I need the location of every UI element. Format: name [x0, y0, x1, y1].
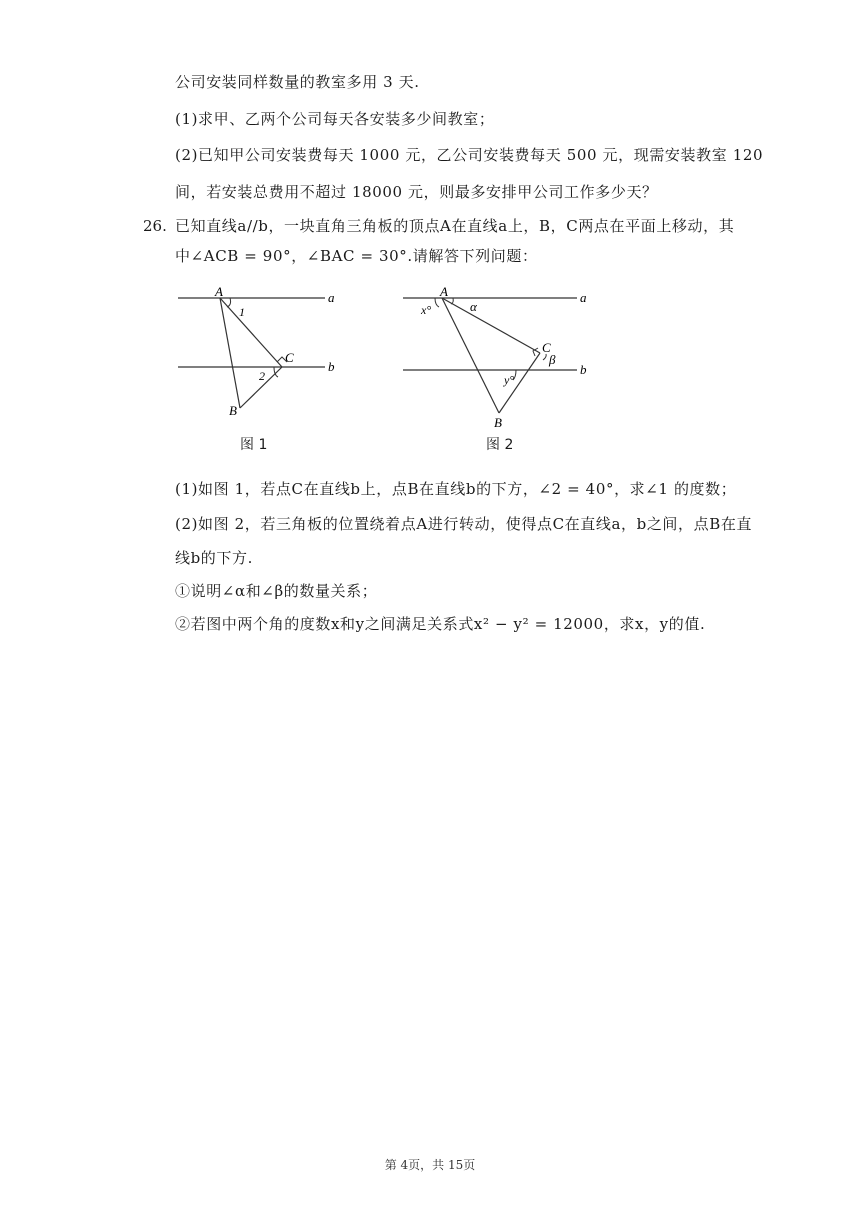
label-C: C: [542, 340, 551, 355]
problem26-sub1: ①说明∠α和∠β的数量关系；: [175, 582, 378, 600]
label-b: b: [328, 359, 335, 374]
problem26-stem-line1: 已知直线a//b，一块直角三角板的顶点A在直线a上，B，C两点在平面上移动，其: [175, 217, 735, 235]
figure-2: [395, 284, 595, 430]
side-AC: [442, 298, 540, 353]
label-B: B: [494, 415, 502, 430]
label-y: y°: [504, 373, 515, 387]
label-beta: β: [549, 352, 556, 367]
label-alpha: α: [470, 299, 477, 314]
label-A: A: [440, 284, 448, 299]
problem26-stem-line2: 中∠ACB = 90°，∠BAC = 30°.请解答下列问题：: [175, 247, 538, 265]
label-C: C: [285, 350, 294, 365]
problem25-part2-line2: 间，若安装总费用不超过 18000 元，则最多安排甲公司工作多少天？: [175, 183, 658, 201]
page-footer: 第 4页，共 15页: [384, 1158, 476, 1172]
side-AC: [220, 298, 282, 367]
problem25-part2-line1: (2)已知甲公司安装费每天 1000 元，乙公司安装费每天 500 元，现需安装教室 120: [175, 146, 764, 164]
label-b: b: [580, 362, 587, 377]
label-A: A: [215, 284, 223, 299]
problem26-sub2: ②若图中两个角的度数x和y之间满足关系式x² − y² = 12000，求x，y的值.: [175, 615, 706, 633]
problem25-part1: (1)求甲、乙两个公司每天各安装多少间教室；: [175, 110, 495, 128]
figure-1: [170, 285, 350, 420]
figure-2-caption: 图 2: [486, 437, 514, 453]
problem25-continuation: 公司安装同样数量的教室多用 3 天.: [175, 73, 420, 91]
label-angle-1: 1: [239, 305, 245, 319]
problem26-part2-line1: (2)如图 2，若三角板的位置绕着点A进行转动，使得点C在直线a，b之间，点B在直: [175, 515, 753, 533]
angle-x-arc: [435, 298, 439, 307]
label-a: a: [328, 290, 335, 305]
side-AB: [442, 298, 499, 413]
problem26-part2-line2: 线b的下方.: [175, 549, 253, 567]
figure-1-caption: 图 1: [240, 437, 268, 453]
label-x: x°: [421, 303, 432, 317]
label-B: B: [229, 403, 237, 418]
label-a: a: [580, 290, 587, 305]
label-angle-2: 2: [259, 369, 265, 383]
problem26-number: 26.: [143, 217, 167, 235]
side-AB: [220, 298, 240, 408]
problem26-part1: (1)如图 1，若点C在直线b上，点B在直线b的下方，∠2 = 40°，求∠1 的度数；: [175, 480, 737, 498]
